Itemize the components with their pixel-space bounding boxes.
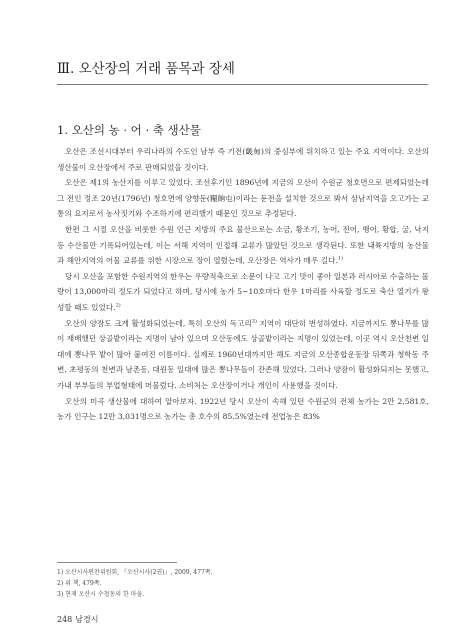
paragraph	[57, 222, 429, 269]
footnote: 1) 오산시사편찬위원회, 『오산시사(2권)』, 2009, 477쪽.	[57, 569, 213, 576]
footnote-ref: 3)	[251, 318, 257, 324]
paragraph-text: 오산의 미곡 생산물에 대하여 알아보자. 1922년 당시 오산이 속해 있던 수원군의 전체 농가는 2만 2,581호, 농가 인구는 12만 3,031명으로 농가는 총 호수의 85.5%였는데 전업농은 83%	[57, 396, 429, 422]
chapter-title: Ⅲ. 오산장의 거래 품목과 장세	[57, 61, 235, 77]
paragraph	[57, 316, 429, 394]
section-title: 1. 오산의 농 · 어 · 축 생산물	[57, 123, 201, 137]
footnote-divider	[57, 562, 177, 563]
footnote-ref: 1)	[337, 255, 343, 262]
paragraph-text-continued: 지역이 대단히 번성하였다. 지금까지도 뽕나무를 많이 재배했던 상골밭이라는 지명이 남아 있으며 오산동에도 상골밭이라는 지명이 있었는데, 이곳 역시 오산천변 일대에 뽕나무 밭이 많아 붙여진 이름이다. 실제로 1960년대까지만 해도 지금의 오산종합운동장 뒤쪽과 청학동 주변, 초평동의 천변과 남촌동, 대원동 일대에 많은 뽕나무들이 잔존해 있었다. 그러나 양잠이 활성화되지는 못했고, 가내 부부들의 부업형태에 머물렀다. 소비처는 오산장이거나 개인이 사용했을 것이다.	[57, 318, 429, 390]
paragraph-text: 당시 오산을 포함한 수원지역의 한우는 우량적축으로 소문이 나고 고기 맛이 좋아 일본과 러시아로 수출하는 물량이 13,000마리 정도가 되었다고 하며, 당시에 농가 5~10호마다 한우 1마리를 사육할 정도로 축산 열기가 왕성할 때도 있었다.	[57, 271, 429, 312]
paragraph-text: 오산의 양잠도 크게 활성화되었는데, 특히 오산의 독고리	[65, 318, 252, 328]
body-text	[57, 144, 429, 425]
paragraph	[57, 175, 429, 222]
footnote-ref: 2)	[115, 302, 121, 309]
paragraph-text: 한편 그 시절 오산을 비롯한 수원 인근 지방의 주요 물산으로는 소금, 황조기, 농어, 전어, 뱅어, 황합, 굴, 낙지 등 수산물만 기록되어있는데, 이는 서해 지역이 인접해 교류가 많았던 것으로 생각된다. 또한 내륙지방의 농산물과 해안지역의 어물 교류를 위한 시장으로 장이 열렸는데, 오산장은 역사가 매우 길다.	[57, 224, 429, 266]
paragraph	[57, 394, 429, 425]
page-number: 248	[57, 615, 73, 624]
paragraph-text: 오산은 조선시대부터 우리나라의 수도인 남부 즉 기전(畿甸)의 중심부에 위치하고 있는 주요 지역이다. 오산의 생산물이 오산장에서 주로 판매되었을 것이다.	[57, 147, 429, 172]
paragraph-text: 오산은 제1의 농산지를 이루고 있었다. 조선후기인 1896년에 지금의 오산이 수원군 청호면으로 편제되었는데 그 전인 정조 20년(1796년) 청호면에 양향둔(糧餉屯)이라는 둔전을 설치한 것으로 봐서 삼남지역을 오고가는 교통의 요지로서 농사짓기와 수조하기에 편리했기 때문인 것으로 추정된다.	[57, 178, 429, 219]
chapter-title-rule	[57, 84, 428, 85]
footnote: 2) 위 책, 479쪽.	[57, 580, 102, 587]
paragraph	[57, 269, 429, 316]
footnotes	[57, 567, 429, 600]
book-title: 남경시	[75, 615, 99, 624]
paragraph	[57, 144, 429, 175]
footnote: 3) 현재 오산시 수청동의 한 마을.	[57, 591, 145, 598]
page-footer	[57, 614, 101, 626]
